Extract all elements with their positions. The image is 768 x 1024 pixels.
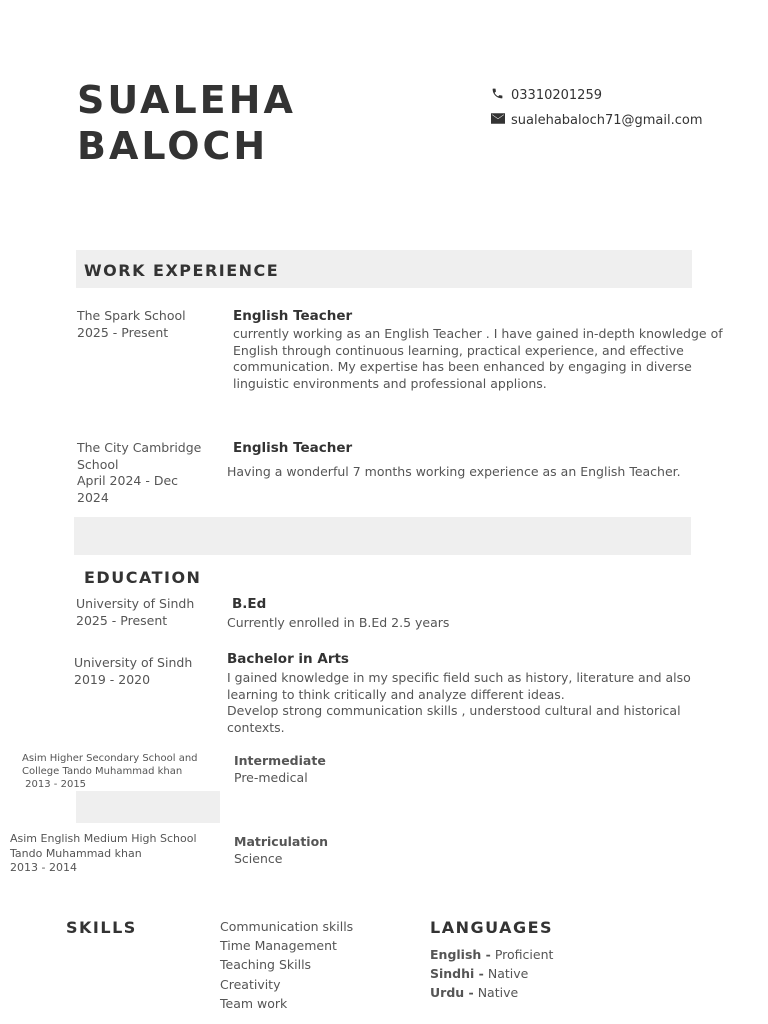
education-title: EDUCATION (84, 568, 202, 587)
edu-3-degree: Intermediate (234, 753, 326, 768)
work-2-place-line2: School (77, 456, 119, 472)
skill-item: Creativity (220, 976, 281, 992)
edu-4-sub: Science (234, 851, 283, 866)
edu-2-desc-1: I gained knowledge in my specific field such as history, literature and also learning to think critically and analyze different ideas. (227, 670, 691, 702)
edu-4-degree: Matriculation (234, 834, 329, 849)
language-item (430, 983, 553, 1002)
work-2-period-line2: 2024 (77, 489, 109, 505)
language-item (430, 945, 553, 964)
edu-2-desc (227, 670, 697, 736)
edu-4-place-line2: Tando Muhammad khan (10, 846, 142, 860)
edu-4-meta (10, 832, 197, 876)
first-name: SUALEHA (77, 78, 296, 122)
edu-1-meta (76, 596, 194, 629)
skills-list (220, 917, 353, 1013)
language-name: Urdu - (430, 985, 474, 1001)
edu-3-period: 2013 - 2015 (22, 779, 87, 790)
work-2-place-line1: The City Cambridge (77, 440, 202, 455)
language-level: Native (477, 985, 519, 1001)
edu-3-place-line1: Asim Higher Secondary School and (22, 753, 198, 764)
edu-2-desc-2: Develop strong communication skills , understood cultural and historical contexts. (227, 703, 681, 735)
languages-title: LANGUAGES (430, 918, 554, 937)
edu-small-band (76, 791, 220, 823)
edu-2-place: University of Sindh (74, 655, 193, 670)
edu-3-meta (22, 752, 198, 791)
edu-1-desc: Currently enrolled in B.Ed 2.5 years (227, 615, 450, 630)
work-experience-title: WORK EXPERIENCE (84, 261, 280, 280)
last-name: BALOCH (77, 124, 269, 168)
edu-3-sub: Pre-medical (234, 770, 308, 785)
language-level: Proficient (494, 947, 554, 962)
work-1-place: The Spark School (77, 308, 186, 323)
work-2-role: English Teacher (233, 440, 353, 456)
skill-item: Communication skills (220, 919, 354, 934)
edu-1-period: 2025 - Present (76, 612, 168, 628)
edu-2-degree: Bachelor in Arts (227, 651, 349, 667)
language-name: Sindhi - (430, 966, 484, 982)
edu-1-degree: B.Ed (232, 596, 267, 612)
email-address: sualehabaloch71@gmail.com (511, 113, 703, 128)
edu-2-meta (74, 655, 192, 688)
language-item (430, 964, 553, 983)
email-row (491, 113, 703, 128)
work-1-period: 2025 - Present (77, 324, 169, 340)
skill-item: Team work (220, 995, 288, 1011)
edu-4-period: 2013 - 2014 (10, 861, 77, 874)
phone-number: 03310201259 (511, 88, 602, 103)
language-name: English - (430, 947, 491, 962)
phone-row (491, 87, 602, 104)
skill-item: Teaching Skills (220, 957, 312, 973)
work-2-period-line1: April 2024 - Dec (77, 473, 179, 488)
work-2-desc: Having a wonderful 7 months working experience as an English Teacher. (227, 464, 681, 479)
languages-list (430, 945, 553, 1003)
work-1-desc: currently working as an English Teacher . I have gained in-depth knowledge of English through continuous learning, practical experience, and effective communication. My expertise has been enhanced by engaging in diverse linguistic environments and professional applions. (233, 326, 723, 391)
language-level: Native (487, 966, 529, 982)
skill-item: Time Management (220, 938, 337, 954)
work-1-role: English Teacher (233, 308, 353, 324)
edu-2-period: 2019 - 2020 (74, 671, 151, 687)
edu-1-place: University of Sindh (76, 596, 195, 611)
work-1-meta (77, 308, 222, 341)
edu-4-place-line1: Asim English Medium High School (10, 832, 197, 845)
edu-3-place-line2: College Tando Muhammad khan (22, 766, 183, 777)
work-2-meta (77, 440, 222, 506)
mail-icon (491, 113, 507, 128)
phone-icon (491, 87, 507, 104)
skills-title: SKILLS (66, 918, 137, 937)
education-band (74, 517, 691, 555)
